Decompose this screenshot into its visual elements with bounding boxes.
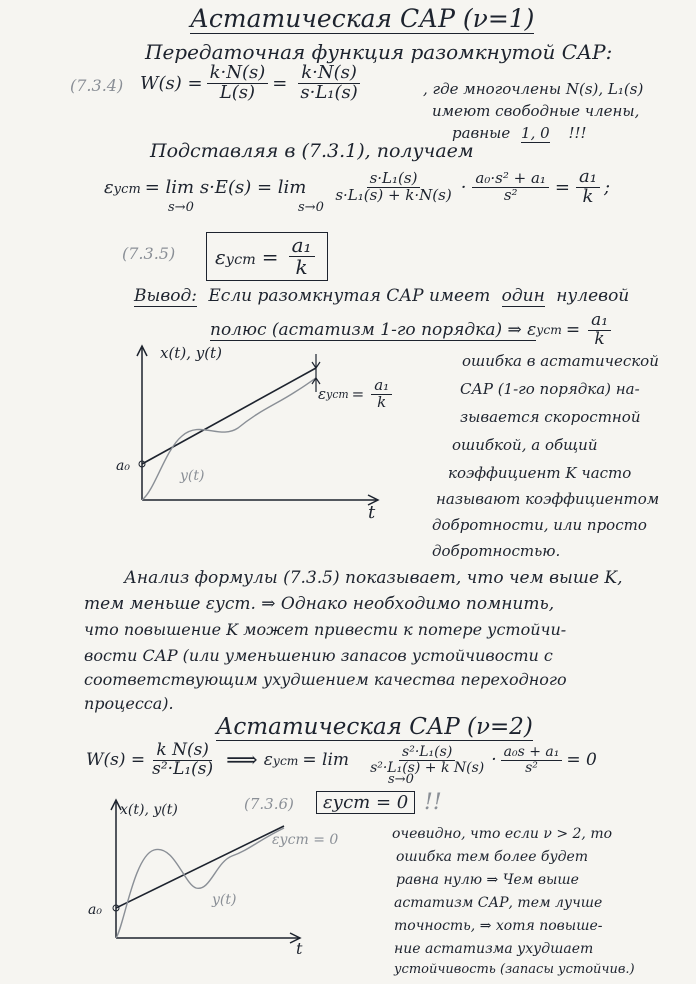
- note-exclamations: !!!: [568, 124, 587, 142]
- fraction-numerator: k·N(s): [298, 64, 360, 84]
- section2-limit-subscript: s→0: [388, 772, 414, 787]
- graph1-curve-label: y(t): [180, 468, 205, 484]
- section2-fraction: $\frac{\text{k N(s)}}{\text{s²·L₁(s)}}$: [152, 740, 214, 779]
- section2-eps: εуст: [263, 750, 299, 771]
- result-eps: εуст: [215, 244, 256, 269]
- explain1-line: называют коэффициентом: [436, 490, 660, 508]
- note-values: 1, 0: [521, 124, 550, 142]
- analysis-line: что повышение K может привести к потере устойчи-: [84, 620, 567, 639]
- graph2-origin-label: a₀: [88, 902, 102, 918]
- eq-ref-7-3-4: (7.3.4): [70, 76, 124, 95]
- section2-limit-fraction: $\frac{\text{s²·L₁(s)}}{\text{s²·L₁(s) + k N(s)}}$: [370, 744, 485, 776]
- explain1-line: ошибкой, а общий: [452, 436, 598, 454]
- explain2-line: устойчивость (запасы устойчив.): [394, 962, 635, 977]
- graph2-axes: [111, 800, 300, 943]
- analysis-line: процесса).: [84, 694, 174, 713]
- fraction-kn-over-l: [207, 64, 269, 103]
- analysis-line: соответствующим ухудшением качества переходного: [84, 670, 567, 689]
- explain2-line: очевидно, что если ν > 2, то: [392, 826, 613, 842]
- conclusion-line2: полюс (астатизм 1-го порядка) ⇒ ε уст = $\frac{\text{a₁}}{k}$: [210, 312, 615, 349]
- section2-multiplier: $\frac{\text{a₀s + a₁}}{\text{s²}}$: [501, 745, 563, 775]
- limit-multiplier: $\frac{\text{a₀·s² + a₁}}{\text{s²}}$: [472, 171, 549, 204]
- limit-middle: = lim s·E(s) = lim: [144, 176, 307, 198]
- graph1-input-ramp: [142, 368, 316, 464]
- fraction-denominator: L(s): [219, 81, 256, 103]
- graph2-error-label: εуст = 0: [272, 832, 339, 848]
- analysis-line: тем меньше εуст. ⇒ Однако необходимо помнить,: [84, 594, 555, 614]
- section2-formula: W(s) = $\frac{\text{k N(s)}}{\text{s²·L₁(s)}}$ ⟹ εуст = lim $\frac{\text{s²·L₁(s)}}{\text{s²·L₁(s) + k N(s)}}$ · $\frac{\text{a₀s + a₁}}{\text{s²}}$ = 0: [86, 740, 597, 779]
- limit-expression: εуст = lim s·E(s) = lim $\frac{\text{s·L₁(s)}}{\text{s·L₁(s) + k·N(s)}}$ · $\frac{\text{a₀·s² + a₁}}{\text{s²}}$ = $\frac{\text{a₁}}{k}$ ;: [104, 166, 611, 207]
- eq-ref-7-3-6: (7.3.6): [244, 795, 294, 813]
- analysis-line: Анализ формулы (7.3.5) показывает, что чем выше K,: [124, 568, 623, 588]
- graph1-x-label: t: [368, 502, 376, 520]
- note-equal-word: равные: [452, 124, 511, 142]
- explain1-line: добротностью.: [432, 542, 561, 560]
- analysis-line: вости САР (или уменьшению запасов устойчивости с: [84, 646, 553, 665]
- transfer-function-formula: [140, 64, 365, 103]
- section2-title: Астатическая САР (ν=2): [216, 714, 533, 740]
- eps-symbol: εуст: [104, 176, 141, 198]
- graph2-input-ramp: [116, 826, 284, 908]
- limit-subscript: s→0: [168, 200, 194, 215]
- limit-subscript-2: s→0: [298, 200, 324, 215]
- substitution-line: Подставляя в (7.3.1), получаем: [150, 140, 474, 162]
- graph2-x-label: t: [296, 939, 303, 956]
- explain2-line: астатизм САР, тем лучше: [394, 895, 603, 911]
- graph1-origin-label: a₀: [116, 458, 130, 474]
- conclusion-label: Вывод:: [134, 286, 197, 306]
- w-lhs: W(s) =: [140, 72, 203, 94]
- fraction-kn-over-sl1: [297, 64, 360, 103]
- result-exclamations: !!: [424, 790, 442, 815]
- graph1-response-curve: [142, 378, 316, 500]
- section1-title: Астатическая САР (ν=1): [190, 4, 535, 33]
- explain2-line: равна нулю ⇒ Чем выше: [396, 872, 579, 888]
- graph1-y-label: x(t), y(t): [160, 344, 222, 362]
- conclusion-one: один: [501, 286, 545, 306]
- polynomial-note-line1: , где многочлены N(s), L₁(s): [423, 80, 644, 98]
- explain1-line: добротности, или просто: [432, 516, 647, 534]
- explain2-line: ошибка тем более будет: [396, 849, 589, 865]
- explain1-line: ошибка в астатической: [462, 352, 659, 370]
- limit-fraction: $\frac{\text{s·L₁(s)}}{\text{s·L₁(s) + k·N(s)}}$: [335, 169, 452, 204]
- fraction-denominator: s·L₁(s): [300, 81, 358, 103]
- conclusion-fraction: $\frac{\text{a₁}}{k}$: [588, 312, 611, 349]
- result-box-7-3-5: εуст = $\frac{\text{a₁}}{k}$: [206, 232, 328, 281]
- graph2: [84, 796, 314, 956]
- result-fraction: $\frac{\text{a₁}}{k}$: [289, 235, 315, 278]
- conclusion-line1: Вывод: Если разомкнутая САР имеет один нулевой: [134, 286, 630, 306]
- graph2-response-curve: [116, 828, 284, 938]
- equals-sign: =: [272, 72, 288, 94]
- explain2-line: ние астатизма ухудшает: [394, 941, 594, 957]
- explain1-line: зывается скоростной: [460, 408, 641, 426]
- graph2-curve-label: y(t): [212, 892, 237, 908]
- eq-ref-7-3-5: (7.3.5): [122, 244, 176, 263]
- polynomial-note-line2: имеют свободные члены,: [432, 102, 640, 120]
- transfer-function-heading: Передаточная функция разомкнутой САР:: [145, 40, 613, 64]
- graph1: [110, 340, 390, 520]
- graph1-error-annotation: ε уст = $\frac{\text{a₁}}{k}$: [318, 378, 396, 411]
- limit-result: $\frac{\text{a₁}}{k}$: [576, 168, 600, 207]
- explain1-line: коэффициент K часто: [448, 464, 632, 482]
- explain1-line: САР (1-го порядка) на-: [460, 380, 640, 398]
- graph1-axes: [137, 346, 378, 505]
- fraction-numerator: k·N(s): [207, 64, 269, 84]
- graph2-y-label: x(t), y(t): [120, 802, 178, 818]
- result-box-7-3-6: εуст = 0: [316, 791, 415, 814]
- explain2-line: точность, ⇒ хотя повыше-: [394, 918, 603, 934]
